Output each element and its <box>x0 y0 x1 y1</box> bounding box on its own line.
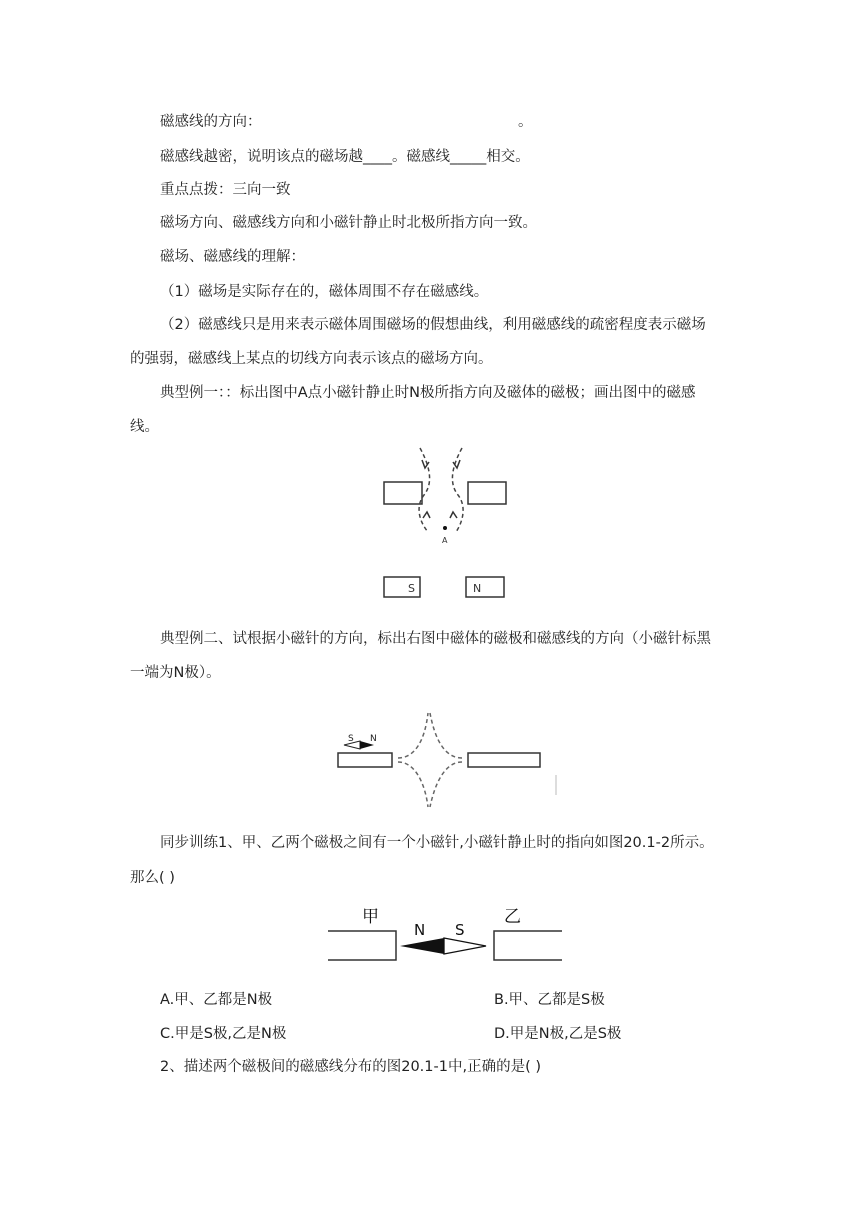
magnet-s-label: S <box>408 582 415 595</box>
text-understanding: 磁场、磁感线的理解： <box>160 249 305 265</box>
field-line-top-right <box>430 713 462 758</box>
needle-n-label: N <box>370 734 377 744</box>
text-density: 磁感线越密，说明该点的磁场越____。磁感线_____相交。 <box>160 149 530 165</box>
text-point-1: （1）磁场是实际存在的，磁体周围不存在磁感线。 <box>160 284 489 300</box>
text-example-2b: 一端为N极）。 <box>130 665 221 681</box>
left-upper-magnet <box>384 482 422 504</box>
point-a-dot <box>443 526 447 530</box>
magnet-jia-label: 甲 <box>362 907 379 927</box>
field-line-left <box>419 448 430 532</box>
text-exercise-2: 2、描述两个磁极间的磁感线分布的图20.1-1中,正确的是( ) <box>160 1059 541 1075</box>
text-exercise-1a: 同步训练1、甲、乙两个磁极之间有一个小磁针,小磁针静止时的指向如图20.1-2所示。 <box>160 835 714 851</box>
magnet-n-label: N <box>473 582 482 595</box>
text-field-direction-end: 。 <box>518 114 533 130</box>
figure-magnet-example-1 <box>370 440 520 610</box>
text-exercise-1b: 那么( ) <box>130 870 175 886</box>
field-line-bottom-right <box>430 762 462 807</box>
left-bar-magnet <box>338 753 392 767</box>
text-three-directions: 磁场方向、磁感线方向和小磁针静止时北极所指方向一致。 <box>160 215 537 231</box>
figure-magnet-example-2 <box>330 705 570 815</box>
needle-s-label: S <box>455 921 465 939</box>
text-example-2a: 典型例二、试根据小磁针的方向，标出右图中磁体的磁极和磁感线的方向（小磁针标黑 <box>160 631 711 647</box>
option-a: A.甲、乙都是N极 <box>160 992 273 1008</box>
text-point-2a: （2）磁感线只是用来表示磁体周围磁场的假想曲线，利用磁感线的疏密程度表示磁场 <box>160 317 706 333</box>
magnet-n <box>466 577 504 597</box>
text-example-1a: 典型例一：：标出图中A点小磁针静止时N极所指方向及磁体的磁极；画出图中的磁感 <box>160 385 696 401</box>
magnet-yi-label: 乙 <box>504 907 521 927</box>
needle-black-half <box>400 938 444 954</box>
point-a-label: A <box>442 536 448 545</box>
option-d: D.甲是N极,乙是S极 <box>494 1026 622 1042</box>
needle-s-label: S <box>348 734 354 744</box>
figure-exercise-1 <box>320 898 580 968</box>
magnet-yi <box>494 931 562 960</box>
field-line-top <box>398 713 428 758</box>
magnet-jia <box>328 931 396 960</box>
field-line-bottom <box>398 762 428 807</box>
arrow-icon <box>450 512 457 518</box>
option-c: C.甲是S极,乙是N极 <box>160 1026 287 1042</box>
right-upper-magnet <box>468 482 506 504</box>
option-b: B.甲、乙都是S极 <box>494 992 605 1008</box>
text-point-2b: 的强弱，磁感线上某点的切线方向表示该点的磁场方向。 <box>130 351 493 367</box>
text-example-1b: 线。 <box>130 419 159 435</box>
text-key-point: 重点点拨：三向一致 <box>160 182 291 198</box>
needle-white-half <box>444 938 486 954</box>
field-line-right <box>452 448 463 532</box>
right-bar-magnet <box>468 753 540 767</box>
text-field-direction: 磁感线的方向： <box>160 114 262 130</box>
needle-n-label: N <box>414 921 426 939</box>
arrow-icon <box>423 512 430 518</box>
